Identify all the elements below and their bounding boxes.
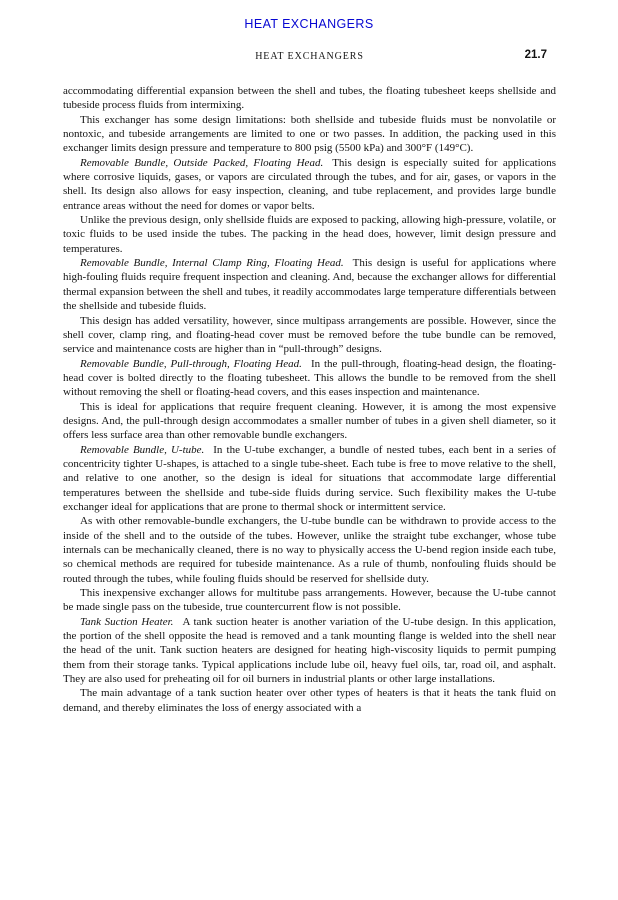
paragraph — [63, 615, 556, 687]
paragraph-text: This design is especially suited for applications where corrosive liquids, gases, or vapors are circulated through the tubes, and for air, gases, or vapors in the shell. Its design also allows for easy inspection, cleaning, and tube replacement, and provides large bundle entrance areas without the need for domes or vapor belts. — [63, 156, 556, 212]
run-in-heading: Removable Bundle, Pull-through, Floating Head. — [80, 357, 302, 370]
body-text — [63, 84, 556, 715]
paragraph: accommodating differential expansion between the shell and tubes, the floating tubesheet keeps shellside and tubeside process fluids from intermixing. — [63, 85, 556, 112]
paragraph: This exchanger has some design limitations: both shellside and tubeside fluids must be nonvolatile or nontoxic, and tubeside arrangements are limited to one or two passes. In addition, the packing used in this exchanger limits design pressure and temperature to 800 psig (5500 kPa) and 300°F (149°C). — [63, 113, 556, 155]
run-in-heading: Removable Bundle, Internal Clamp Ring, Floating Head. — [80, 257, 344, 270]
run-in-heading: Removable Bundle, U-tube. — [80, 443, 205, 456]
run-in-heading: Removable Bundle, Outside Packed, Floating Head. — [80, 156, 324, 169]
running-head: HEAT EXCHANGERS — [255, 51, 364, 62]
paragraph — [63, 156, 556, 213]
paragraph-text: This design is useful for applications where high-fouling fluids require frequent inspection and cleaning. And, because the exchanger allows for differential thermal expansion between the shell and tubes, it readily accommodates large temperature differentials between the shellside and tubeside fluids. — [63, 257, 556, 313]
document-title-link[interactable]: HEAT EXCHANGERS — [244, 17, 374, 31]
paragraph: Unlike the previous design, only shellside fluids are exposed to packing, allowing high-pressure, volatile, or toxic fluids to be used inside the tubes. The packing in the head does, however, limit design pressure and temperatures. — [63, 214, 556, 255]
paragraph: This inexpensive exchanger allows for multitube pass arrangements. However, because the U-tube cannot be made single pass on the tubeside, true countercurrent flow is not possible. — [63, 587, 556, 614]
paragraph: The main advantage of a tank suction heater over other types of heaters is that it heats the tank fluid on demand, and thereby eliminates the loss of energy associated with a — [63, 687, 556, 714]
paragraph-text: A tank suction heater is another variation of the U-tube design. In this application, the portion of the shell opposite the head is removed and a tank mounting flange is welded into the shell near the head of the unit. Tank suction heaters are designed for heating high-viscosity liquids to permit pumping them from their storage tanks. Typical applications include lube oil, heavy fuel oils, tar, road oil, and asphalt. They are also used for preheating oil for oil burners in industrial plants or other large installations. — [63, 615, 556, 686]
paragraph-text: In the U-tube exchanger, a bundle of nested tubes, each bent in a series of concentricity tighter U-shapes, is attached to a single tube-sheet. Each tube is free to move relative to the shell, and relative to one another, so the design is ideal for situations that accommodate large differential temperatures between the shellside and tube-side fluids during service. Such flexibility makes the U-tube exchanger ideal for applications that are prone to thermal shock or intermittent service. — [63, 443, 557, 513]
paragraph: This is ideal for applications that require frequent cleaning. However, it is among the most expensive designs. And, the pull-through design accommodates a smaller number of tubes in a given shell diameter, so it offers less surface area than other removable bundle exchangers. — [63, 400, 556, 442]
run-in-heading: Tank Suction Heater. — [80, 615, 174, 628]
paragraph — [63, 443, 556, 515]
paragraph-text: In the pull-through, floating-head design, the floating-head cover is bolted directly to the floating tubesheet. This allows the bundle to be removed from the shell without removing the shell or floating-head covers, and this eases inspection and maintenance. — [63, 357, 556, 399]
paragraph: This design has added versatility, however, since multipass arrangements are possible. However, since the shell cover, clamp ring, and floating-head cover must be removed before the tube bundle can be removed, service and maintenance costs are higher than in “pull-through” designs. — [63, 314, 556, 356]
page-number: 21.7 — [524, 49, 547, 61]
paragraph: As with other removable-bundle exchangers, the U-tube bundle can be withdrawn to provide access to the inside of the shell and to the outside of the tubes. However, unlike the straight tube exchanger, whose tube internals can be mechanically cleaned, there is no way to physically access the U-bend region inside each tube, so chemical methods are required for tubeside maintenance. As a rule of thumb, nonfouling fluids should be routed through the tubes, while fouling fluids should be reserved for shellside duty. — [63, 515, 556, 585]
paragraph — [63, 357, 556, 400]
paragraph — [63, 256, 556, 313]
page-header — [63, 51, 556, 65]
